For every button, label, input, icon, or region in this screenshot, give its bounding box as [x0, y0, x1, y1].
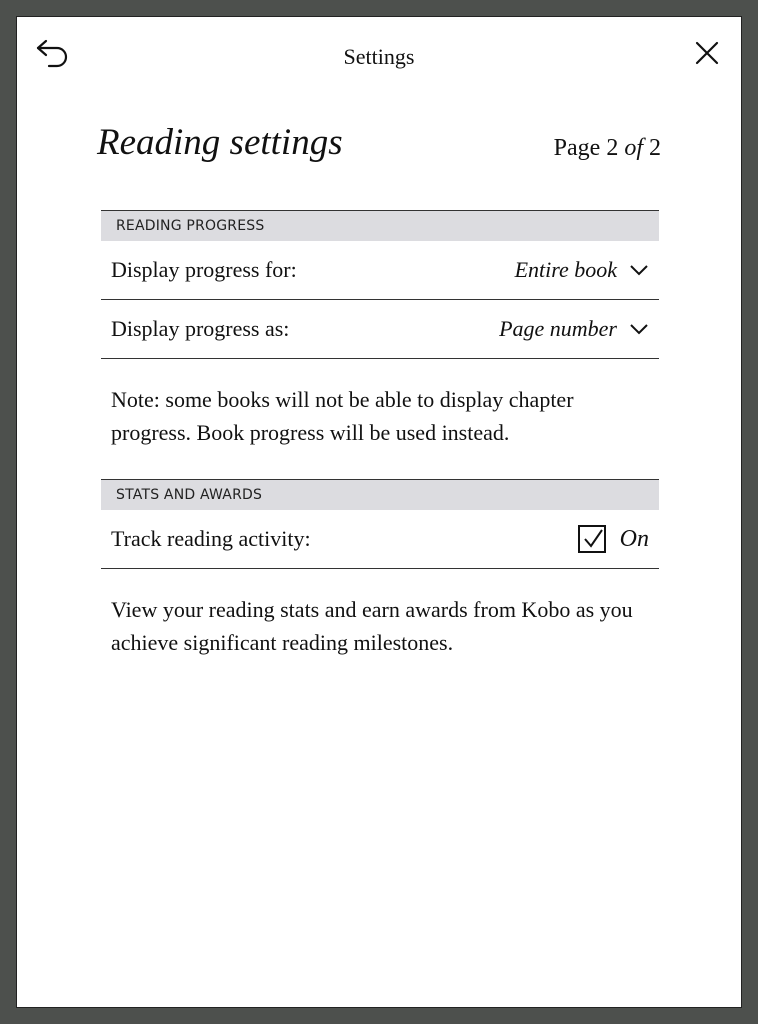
display-progress-as-row [101, 300, 659, 359]
stats-description: View your reading stats and earn awards from Kobo as you achieve significant reading milestones. [111, 597, 633, 655]
chevron-down-icon [629, 323, 649, 335]
page-counter [554, 135, 661, 162]
page-title: Reading settings [97, 122, 343, 163]
topbar-title: Settings [343, 44, 415, 69]
track-reading-activity-checkbox[interactable] [578, 525, 606, 553]
display-progress-for-row [101, 241, 659, 300]
track-reading-activity-value: On [619, 525, 649, 552]
page-counter-current: Page 2 [553, 135, 619, 161]
page-counter-total: 2 [649, 135, 661, 161]
display-progress-for-dropdown[interactable] [515, 257, 649, 283]
section-header-reading-progress: READING PROGRESS [101, 210, 659, 241]
chevron-down-icon [629, 264, 649, 276]
section-header-stats-awards: STATS AND AWARDS [101, 479, 659, 510]
top-bar [17, 17, 741, 93]
settings-screen [16, 16, 742, 1008]
page-counter-of: of [624, 135, 643, 161]
display-progress-for-value: Entire book [514, 257, 617, 282]
close-icon [693, 39, 721, 67]
track-reading-activity-row [101, 510, 659, 569]
display-progress-as-value: Page number [499, 316, 617, 341]
settings-content [101, 210, 659, 689]
checkmark-icon [582, 528, 604, 550]
track-reading-activity-label: Track reading activity: [111, 526, 311, 551]
close-button[interactable] [693, 39, 721, 67]
progress-note: Note: some books will not be able to display chapter progress. Book progress will be used instead. [111, 387, 574, 445]
display-progress-as-label: Display progress as: [111, 316, 290, 341]
display-progress-as-dropdown[interactable] [499, 316, 649, 342]
track-reading-activity-toggle[interactable] [578, 525, 649, 553]
display-progress-for-label: Display progress for: [111, 257, 297, 282]
